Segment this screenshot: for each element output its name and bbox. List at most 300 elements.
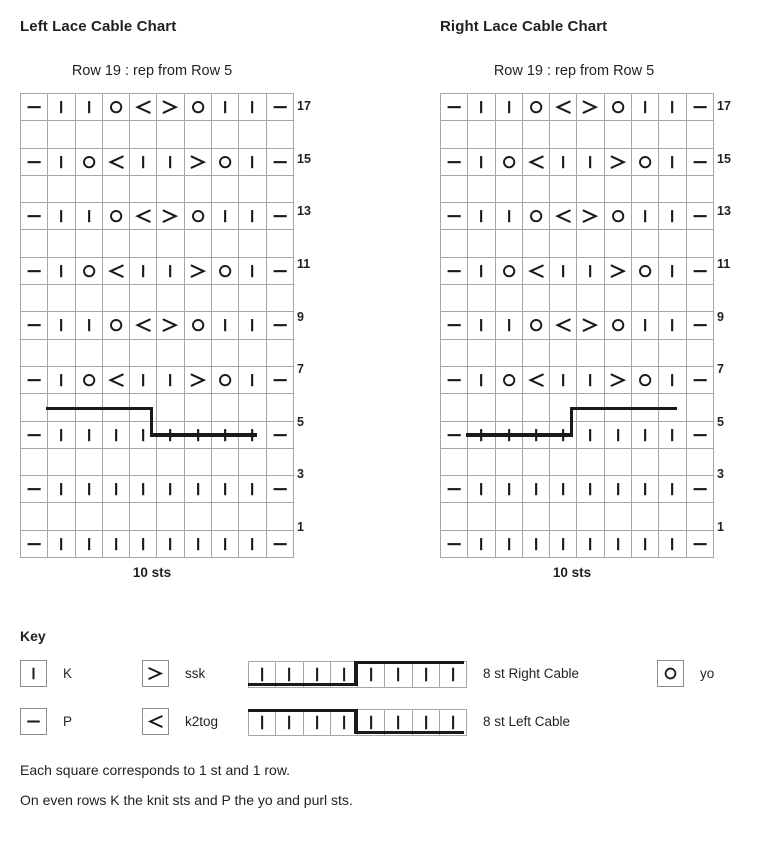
cell-knit-symbol[interactable]	[659, 203, 686, 230]
cell-blank-cell[interactable]	[21, 394, 48, 421]
cell-purl-symbol[interactable]	[686, 530, 713, 557]
cell-blank-cell[interactable]	[212, 230, 239, 257]
cell-purl-symbol[interactable]	[266, 366, 293, 393]
stitch-grid-right[interactable]	[440, 93, 714, 558]
cell-knit-symbol[interactable]	[239, 203, 266, 230]
cell-purl-symbol[interactable]	[441, 476, 468, 503]
cell-knit-symbol[interactable]	[632, 94, 659, 121]
cell-blank-cell[interactable]	[239, 121, 266, 148]
cell-blank-cell[interactable]	[495, 121, 522, 148]
cell-blank-cell[interactable]	[130, 230, 157, 257]
cell-blank-cell[interactable]	[212, 285, 239, 312]
cell-ssk-symbol[interactable]	[184, 257, 211, 284]
cell-knit-symbol[interactable]	[130, 476, 157, 503]
cell-knit-symbol[interactable]	[522, 530, 549, 557]
cell-blank-cell[interactable]	[75, 339, 102, 366]
cell-knit-symbol[interactable]	[102, 530, 129, 557]
cell-yarn-over-symbol[interactable]	[212, 366, 239, 393]
cell-blank-cell[interactable]	[550, 503, 577, 530]
cell-blank-cell[interactable]	[577, 230, 604, 257]
cell-knit-symbol[interactable]	[212, 94, 239, 121]
cell-blank-cell[interactable]	[102, 230, 129, 257]
cell-blank-cell[interactable]	[577, 448, 604, 475]
cell-knit-symbol[interactable]	[659, 257, 686, 284]
cell-blank-cell[interactable]	[184, 503, 211, 530]
cell-knit-symbol[interactable]	[604, 476, 631, 503]
cell-blank-cell[interactable]	[632, 448, 659, 475]
cell-blank-cell[interactable]	[686, 394, 713, 421]
cell-knit-symbol[interactable]	[48, 530, 75, 557]
cell-blank-cell[interactable]	[48, 175, 75, 202]
cell-blank-cell[interactable]	[266, 230, 293, 257]
cell-blank-cell[interactable]	[184, 339, 211, 366]
cell-knit-symbol[interactable]	[48, 203, 75, 230]
cell-blank-cell[interactable]	[441, 448, 468, 475]
cell-blank-cell[interactable]	[130, 448, 157, 475]
cell-ssk-symbol[interactable]	[604, 148, 631, 175]
cell-blank-cell[interactable]	[495, 339, 522, 366]
cell-knit-symbol[interactable]	[632, 476, 659, 503]
cell-knit-symbol[interactable]	[632, 312, 659, 339]
cell-blank-cell[interactable]	[632, 285, 659, 312]
cell-purl-symbol[interactable]	[266, 148, 293, 175]
cell-blank-cell[interactable]	[550, 230, 577, 257]
cell-blank-cell[interactable]	[75, 121, 102, 148]
cell-blank-cell[interactable]	[659, 503, 686, 530]
cell-knit-symbol[interactable]	[48, 257, 75, 284]
cell-blank-cell[interactable]	[102, 121, 129, 148]
cell-knit-symbol[interactable]	[468, 257, 495, 284]
cell-blank-cell[interactable]	[495, 394, 522, 421]
cell-purl-symbol[interactable]	[686, 148, 713, 175]
cell-blank-cell[interactable]	[522, 339, 549, 366]
cell-knit-symbol[interactable]	[659, 94, 686, 121]
cell-ssk-symbol[interactable]	[577, 203, 604, 230]
cell-blank-cell[interactable]	[550, 339, 577, 366]
cell-purl-symbol[interactable]	[266, 312, 293, 339]
cell-blank-cell[interactable]	[468, 339, 495, 366]
cell-knit-symbol[interactable]	[157, 366, 184, 393]
cell-purl-symbol[interactable]	[266, 476, 293, 503]
cell-purl-symbol[interactable]	[441, 203, 468, 230]
cell-knit-symbol[interactable]	[48, 476, 75, 503]
cell-knit-symbol[interactable]	[577, 476, 604, 503]
cell-blank-cell[interactable]	[632, 503, 659, 530]
cell-knit-symbol[interactable]	[102, 421, 129, 448]
cell-blank-cell[interactable]	[184, 230, 211, 257]
cell-blank-cell[interactable]	[266, 394, 293, 421]
cell-purl-symbol[interactable]	[686, 312, 713, 339]
cell-knit-symbol[interactable]	[550, 530, 577, 557]
cell-purl-symbol[interactable]	[266, 203, 293, 230]
cell-blank-cell[interactable]	[550, 175, 577, 202]
cell-blank-cell[interactable]	[522, 175, 549, 202]
cell-yarn-over-symbol[interactable]	[75, 257, 102, 284]
cell-knit-symbol[interactable]	[239, 366, 266, 393]
cell-purl-symbol[interactable]	[686, 366, 713, 393]
cell-blank-cell[interactable]	[686, 448, 713, 475]
cell-blank-cell[interactable]	[604, 339, 631, 366]
cell-knit-symbol[interactable]	[495, 94, 522, 121]
cell-knit-symbol[interactable]	[157, 148, 184, 175]
cell-blank-cell[interactable]	[48, 285, 75, 312]
cell-knit-symbol[interactable]	[239, 530, 266, 557]
cell-purl-symbol[interactable]	[686, 421, 713, 448]
cell-blank-cell[interactable]	[686, 339, 713, 366]
cell-blank-cell[interactable]	[75, 448, 102, 475]
cell-knit-symbol[interactable]	[157, 257, 184, 284]
cell-blank-cell[interactable]	[239, 503, 266, 530]
cell-blank-cell[interactable]	[441, 339, 468, 366]
cell-purl-symbol[interactable]	[21, 257, 48, 284]
cell-yarn-over-symbol[interactable]	[212, 148, 239, 175]
cell-blank-cell[interactable]	[21, 285, 48, 312]
cell-blank-cell[interactable]	[468, 175, 495, 202]
cell-blank-cell[interactable]	[266, 339, 293, 366]
cell-yarn-over-symbol[interactable]	[632, 148, 659, 175]
cell-blank-cell[interactable]	[266, 448, 293, 475]
cell-blank-cell[interactable]	[577, 503, 604, 530]
cell-purl-symbol[interactable]	[266, 94, 293, 121]
cell-yarn-over-symbol[interactable]	[495, 148, 522, 175]
cell-purl-symbol[interactable]	[686, 94, 713, 121]
cell-yarn-over-symbol[interactable]	[212, 257, 239, 284]
cell-blank-cell[interactable]	[48, 503, 75, 530]
cell-purl-symbol[interactable]	[686, 476, 713, 503]
cell-blank-cell[interactable]	[686, 503, 713, 530]
cell-ssk-symbol[interactable]	[604, 366, 631, 393]
cell-purl-symbol[interactable]	[441, 148, 468, 175]
cell-blank-cell[interactable]	[130, 285, 157, 312]
cell-blank-cell[interactable]	[468, 230, 495, 257]
cell-knit-symbol[interactable]	[577, 366, 604, 393]
cell-blank-cell[interactable]	[604, 230, 631, 257]
cell-blank-cell[interactable]	[48, 121, 75, 148]
cell-k2tog-symbol[interactable]	[130, 203, 157, 230]
cell-knit-symbol[interactable]	[659, 421, 686, 448]
cell-blank-cell[interactable]	[48, 339, 75, 366]
cell-blank-cell[interactable]	[577, 121, 604, 148]
cell-blank-cell[interactable]	[157, 503, 184, 530]
cell-blank-cell[interactable]	[686, 175, 713, 202]
cell-blank-cell[interactable]	[239, 285, 266, 312]
cell-knit-symbol[interactable]	[550, 366, 577, 393]
cell-blank-cell[interactable]	[21, 230, 48, 257]
cell-knit-symbol[interactable]	[550, 257, 577, 284]
cell-knit-symbol[interactable]	[130, 257, 157, 284]
cell-knit-symbol[interactable]	[75, 421, 102, 448]
cell-blank-cell[interactable]	[686, 285, 713, 312]
cell-purl-symbol[interactable]	[21, 148, 48, 175]
cell-knit-symbol[interactable]	[468, 530, 495, 557]
cell-blank-cell[interactable]	[468, 121, 495, 148]
cell-blank-cell[interactable]	[468, 394, 495, 421]
cell-knit-symbol[interactable]	[239, 94, 266, 121]
cell-blank-cell[interactable]	[522, 394, 549, 421]
cell-ssk-symbol[interactable]	[157, 203, 184, 230]
cell-blank-cell[interactable]	[441, 175, 468, 202]
cell-purl-symbol[interactable]	[21, 366, 48, 393]
cell-k2tog-symbol[interactable]	[522, 257, 549, 284]
cell-knit-symbol[interactable]	[550, 476, 577, 503]
cell-purl-symbol[interactable]	[21, 94, 48, 121]
cell-blank-cell[interactable]	[21, 339, 48, 366]
cell-purl-symbol[interactable]	[266, 530, 293, 557]
cell-knit-symbol[interactable]	[157, 476, 184, 503]
cell-blank-cell[interactable]	[157, 175, 184, 202]
cell-knit-symbol[interactable]	[75, 476, 102, 503]
cell-blank-cell[interactable]	[21, 448, 48, 475]
cell-purl-symbol[interactable]	[21, 421, 48, 448]
cell-knit-symbol[interactable]	[48, 366, 75, 393]
cell-knit-symbol[interactable]	[48, 94, 75, 121]
cell-blank-cell[interactable]	[441, 503, 468, 530]
cell-ssk-symbol[interactable]	[604, 257, 631, 284]
cell-blank-cell[interactable]	[468, 285, 495, 312]
cell-blank-cell[interactable]	[48, 448, 75, 475]
cell-k2tog-symbol[interactable]	[550, 312, 577, 339]
cell-knit-symbol[interactable]	[495, 312, 522, 339]
cell-ssk-symbol[interactable]	[157, 312, 184, 339]
cell-blank-cell[interactable]	[266, 285, 293, 312]
cell-knit-symbol[interactable]	[157, 530, 184, 557]
cell-blank-cell[interactable]	[441, 230, 468, 257]
cell-blank-cell[interactable]	[632, 175, 659, 202]
cell-knit-symbol[interactable]	[184, 530, 211, 557]
cell-blank-cell[interactable]	[212, 448, 239, 475]
cell-blank-cell[interactable]	[604, 448, 631, 475]
cell-blank-cell[interactable]	[75, 503, 102, 530]
cell-blank-cell[interactable]	[266, 121, 293, 148]
cell-knit-symbol[interactable]	[604, 421, 631, 448]
cell-yarn-over-symbol[interactable]	[102, 312, 129, 339]
cell-knit-symbol[interactable]	[659, 312, 686, 339]
cell-blank-cell[interactable]	[239, 394, 266, 421]
cell-blank-cell[interactable]	[495, 230, 522, 257]
cell-blank-cell[interactable]	[495, 503, 522, 530]
cell-blank-cell[interactable]	[157, 448, 184, 475]
cell-knit-symbol[interactable]	[212, 530, 239, 557]
cell-knit-symbol[interactable]	[659, 530, 686, 557]
cell-knit-symbol[interactable]	[659, 476, 686, 503]
cell-yarn-over-symbol[interactable]	[522, 94, 549, 121]
cell-blank-cell[interactable]	[522, 285, 549, 312]
cell-blank-cell[interactable]	[212, 175, 239, 202]
cell-blank-cell[interactable]	[659, 339, 686, 366]
cell-yarn-over-symbol[interactable]	[102, 203, 129, 230]
cell-k2tog-symbol[interactable]	[102, 148, 129, 175]
cell-purl-symbol[interactable]	[266, 421, 293, 448]
cell-blank-cell[interactable]	[495, 448, 522, 475]
cell-blank-cell[interactable]	[48, 230, 75, 257]
cell-yarn-over-symbol[interactable]	[604, 94, 631, 121]
cell-yarn-over-symbol[interactable]	[632, 257, 659, 284]
cell-yarn-over-symbol[interactable]	[102, 94, 129, 121]
cell-knit-symbol[interactable]	[130, 366, 157, 393]
cell-knit-symbol[interactable]	[48, 421, 75, 448]
cell-k2tog-symbol[interactable]	[550, 203, 577, 230]
cell-blank-cell[interactable]	[577, 285, 604, 312]
cell-blank-cell[interactable]	[468, 503, 495, 530]
cell-yarn-over-symbol[interactable]	[495, 257, 522, 284]
cell-knit-symbol[interactable]	[239, 148, 266, 175]
stitch-grid-left[interactable]	[20, 93, 294, 558]
cell-purl-symbol[interactable]	[441, 366, 468, 393]
cell-knit-symbol[interactable]	[75, 203, 102, 230]
cell-knit-symbol[interactable]	[239, 312, 266, 339]
cell-yarn-over-symbol[interactable]	[522, 203, 549, 230]
cell-blank-cell[interactable]	[659, 230, 686, 257]
cell-blank-cell[interactable]	[184, 394, 211, 421]
cell-knit-symbol[interactable]	[468, 312, 495, 339]
cell-purl-symbol[interactable]	[266, 257, 293, 284]
cell-blank-cell[interactable]	[157, 121, 184, 148]
cell-k2tog-symbol[interactable]	[550, 94, 577, 121]
cell-blank-cell[interactable]	[604, 121, 631, 148]
cell-blank-cell[interactable]	[184, 448, 211, 475]
cell-k2tog-symbol[interactable]	[130, 94, 157, 121]
cell-blank-cell[interactable]	[632, 339, 659, 366]
cell-blank-cell[interactable]	[495, 285, 522, 312]
cell-purl-symbol[interactable]	[441, 94, 468, 121]
cell-knit-symbol[interactable]	[130, 148, 157, 175]
cell-yarn-over-symbol[interactable]	[632, 366, 659, 393]
cell-purl-symbol[interactable]	[686, 257, 713, 284]
cell-knit-symbol[interactable]	[212, 203, 239, 230]
cell-blank-cell[interactable]	[632, 121, 659, 148]
cell-blank-cell[interactable]	[157, 230, 184, 257]
cell-blank-cell[interactable]	[239, 230, 266, 257]
cell-blank-cell[interactable]	[577, 339, 604, 366]
cell-knit-symbol[interactable]	[102, 476, 129, 503]
cell-yarn-over-symbol[interactable]	[75, 148, 102, 175]
cell-blank-cell[interactable]	[75, 285, 102, 312]
cell-knit-symbol[interactable]	[75, 94, 102, 121]
cell-blank-cell[interactable]	[157, 339, 184, 366]
cell-blank-cell[interactable]	[184, 285, 211, 312]
cell-knit-symbol[interactable]	[212, 476, 239, 503]
cell-blank-cell[interactable]	[130, 121, 157, 148]
cell-blank-cell[interactable]	[550, 448, 577, 475]
cell-blank-cell[interactable]	[212, 394, 239, 421]
cell-knit-symbol[interactable]	[468, 148, 495, 175]
cell-purl-symbol[interactable]	[21, 476, 48, 503]
cell-knit-symbol[interactable]	[495, 203, 522, 230]
cell-blank-cell[interactable]	[522, 230, 549, 257]
cell-knit-symbol[interactable]	[468, 476, 495, 503]
cell-ssk-symbol[interactable]	[577, 312, 604, 339]
cell-knit-symbol[interactable]	[495, 530, 522, 557]
cell-blank-cell[interactable]	[468, 448, 495, 475]
cell-knit-symbol[interactable]	[522, 476, 549, 503]
cell-blank-cell[interactable]	[21, 121, 48, 148]
cell-yarn-over-symbol[interactable]	[184, 94, 211, 121]
cell-blank-cell[interactable]	[659, 448, 686, 475]
cell-knit-symbol[interactable]	[632, 530, 659, 557]
cell-blank-cell[interactable]	[632, 230, 659, 257]
cell-k2tog-symbol[interactable]	[522, 366, 549, 393]
cell-purl-symbol[interactable]	[441, 312, 468, 339]
cell-blank-cell[interactable]	[75, 175, 102, 202]
cell-knit-symbol[interactable]	[577, 257, 604, 284]
cell-blank-cell[interactable]	[239, 448, 266, 475]
cell-blank-cell[interactable]	[604, 175, 631, 202]
cell-knit-symbol[interactable]	[468, 94, 495, 121]
cell-blank-cell[interactable]	[495, 175, 522, 202]
cell-blank-cell[interactable]	[130, 339, 157, 366]
cell-blank-cell[interactable]	[604, 503, 631, 530]
cell-ssk-symbol[interactable]	[157, 94, 184, 121]
cell-knit-symbol[interactable]	[495, 476, 522, 503]
cell-yarn-over-symbol[interactable]	[495, 366, 522, 393]
cell-knit-symbol[interactable]	[632, 203, 659, 230]
cell-blank-cell[interactable]	[550, 285, 577, 312]
cell-blank-cell[interactable]	[75, 230, 102, 257]
cell-knit-symbol[interactable]	[239, 257, 266, 284]
cell-blank-cell[interactable]	[686, 121, 713, 148]
cell-knit-symbol[interactable]	[130, 530, 157, 557]
cell-knit-symbol[interactable]	[212, 312, 239, 339]
cell-k2tog-symbol[interactable]	[102, 257, 129, 284]
cell-blank-cell[interactable]	[604, 285, 631, 312]
cell-yarn-over-symbol[interactable]	[604, 312, 631, 339]
cell-knit-symbol[interactable]	[632, 421, 659, 448]
cell-knit-symbol[interactable]	[75, 530, 102, 557]
cell-blank-cell[interactable]	[686, 230, 713, 257]
cell-knit-symbol[interactable]	[577, 421, 604, 448]
cell-blank-cell[interactable]	[522, 121, 549, 148]
cell-yarn-over-symbol[interactable]	[75, 366, 102, 393]
cell-knit-symbol[interactable]	[550, 148, 577, 175]
cell-knit-symbol[interactable]	[659, 366, 686, 393]
cell-blank-cell[interactable]	[21, 503, 48, 530]
cell-knit-symbol[interactable]	[468, 366, 495, 393]
cell-blank-cell[interactable]	[239, 175, 266, 202]
cell-knit-symbol[interactable]	[184, 476, 211, 503]
cell-k2tog-symbol[interactable]	[102, 366, 129, 393]
cell-blank-cell[interactable]	[102, 503, 129, 530]
cell-ssk-symbol[interactable]	[184, 148, 211, 175]
cell-purl-symbol[interactable]	[21, 312, 48, 339]
cell-blank-cell[interactable]	[659, 121, 686, 148]
cell-blank-cell[interactable]	[184, 175, 211, 202]
cell-blank-cell[interactable]	[102, 285, 129, 312]
cell-blank-cell[interactable]	[212, 121, 239, 148]
cell-ssk-symbol[interactable]	[577, 94, 604, 121]
cell-knit-symbol[interactable]	[604, 530, 631, 557]
cell-yarn-over-symbol[interactable]	[604, 203, 631, 230]
cell-yarn-over-symbol[interactable]	[522, 312, 549, 339]
cell-blank-cell[interactable]	[212, 503, 239, 530]
cell-blank-cell[interactable]	[212, 339, 239, 366]
cell-knit-symbol[interactable]	[577, 530, 604, 557]
cell-blank-cell[interactable]	[441, 121, 468, 148]
cell-knit-symbol[interactable]	[577, 148, 604, 175]
cell-blank-cell[interactable]	[184, 121, 211, 148]
cell-knit-symbol[interactable]	[239, 476, 266, 503]
cell-blank-cell[interactable]	[130, 175, 157, 202]
cell-purl-symbol[interactable]	[21, 530, 48, 557]
cell-purl-symbol[interactable]	[441, 530, 468, 557]
cell-knit-symbol[interactable]	[48, 148, 75, 175]
cell-blank-cell[interactable]	[157, 394, 184, 421]
cell-yarn-over-symbol[interactable]	[184, 203, 211, 230]
cell-blank-cell[interactable]	[266, 175, 293, 202]
cell-knit-symbol[interactable]	[48, 312, 75, 339]
cell-blank-cell[interactable]	[522, 503, 549, 530]
cell-blank-cell[interactable]	[102, 175, 129, 202]
cell-purl-symbol[interactable]	[21, 203, 48, 230]
